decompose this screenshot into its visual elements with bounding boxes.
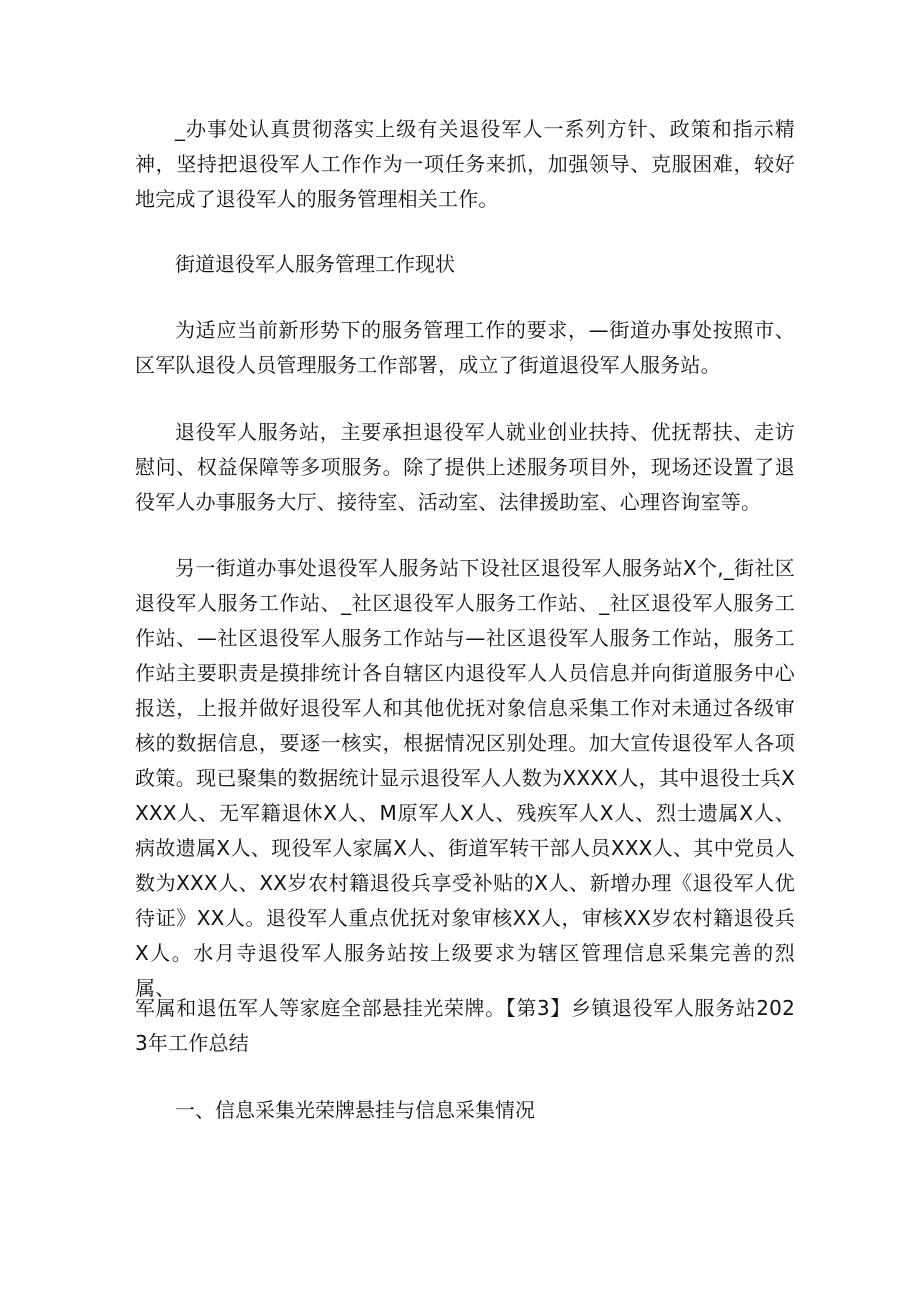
paragraph-community-stations-statistics: 另一街道办事处退役军人服务站下设社区退役军人服务站X个,_街社区退役军人服务工作站、_社区退役军人服务工作站、_社区退役军人服务工作站、—社区退役军人服务工作站与—社区退役军人服务工作站，服务工作站主要职责是摸排统计各自辖区内退役军人人员信息并向街道服务中心报送，上报并做好退役军人和其他优抚对象信息采集工作对未通过各级审核的数据信息，要逐一核实，根据情况区别处理。加大宣传退役军人各项政策。现已聚集的数据统计显示退役军人人数为XXXX人，其中退役士兵XXXX人、无军籍退休X人、M原军人X人、残疾军人X人、烈士遗属X人、病故遗属X人、现役军人家属X人、街道军转干部人员XXX人、其中党员人数为XXX人、XX岁农村籍退役兵享受补贴的X人、新增办理《退役军人优待证》XX人。退役军人重点优抚对象审核XX人，审核XX岁农村籍退役兵X人。水月寺退役军人服务站按上级要求为辖区管理信息采集完善的烈属、 — [135, 556, 795, 1000]
paragraph-honor-plaques-and-title: 军属和退伍军人等家庭全部悬挂光荣牌。【第3】乡镇退役军人服务站2023年工作总结 — [135, 996, 795, 1055]
section-heading-status: 街道退役军人服务管理工作现状 — [175, 252, 455, 276]
paragraph-service-station-duties: 退役军人服务站，主要承担退役军人就业创业扶持、优抚帮扶、走访慰问、权益保障等多项服务。除了提供上述服务项目外，现场还设置了退役军人办事服务大厅、接待室、活动室、法律援助室、心理咨询室等。 — [135, 420, 795, 514]
paragraph-intro: _办事处认真贯彻落实上级有关退役军人一系列方针、政策和指示精神，坚持把退役军人工作作为一项任务来抓，加强领导、克服困难，较好地完成了退役军人的服务管理相关工作。 — [135, 117, 795, 211]
section-heading-information-collection: 一、信息采集光荣牌悬挂与信息采集情况 — [175, 1098, 535, 1122]
paragraph-service-station-established: 为适应当前新形势下的服务管理工作的要求，—街道办事处按照市、区军队退役人员管理服务工作部署，成立了街道退役军人服务站。 — [135, 318, 795, 377]
